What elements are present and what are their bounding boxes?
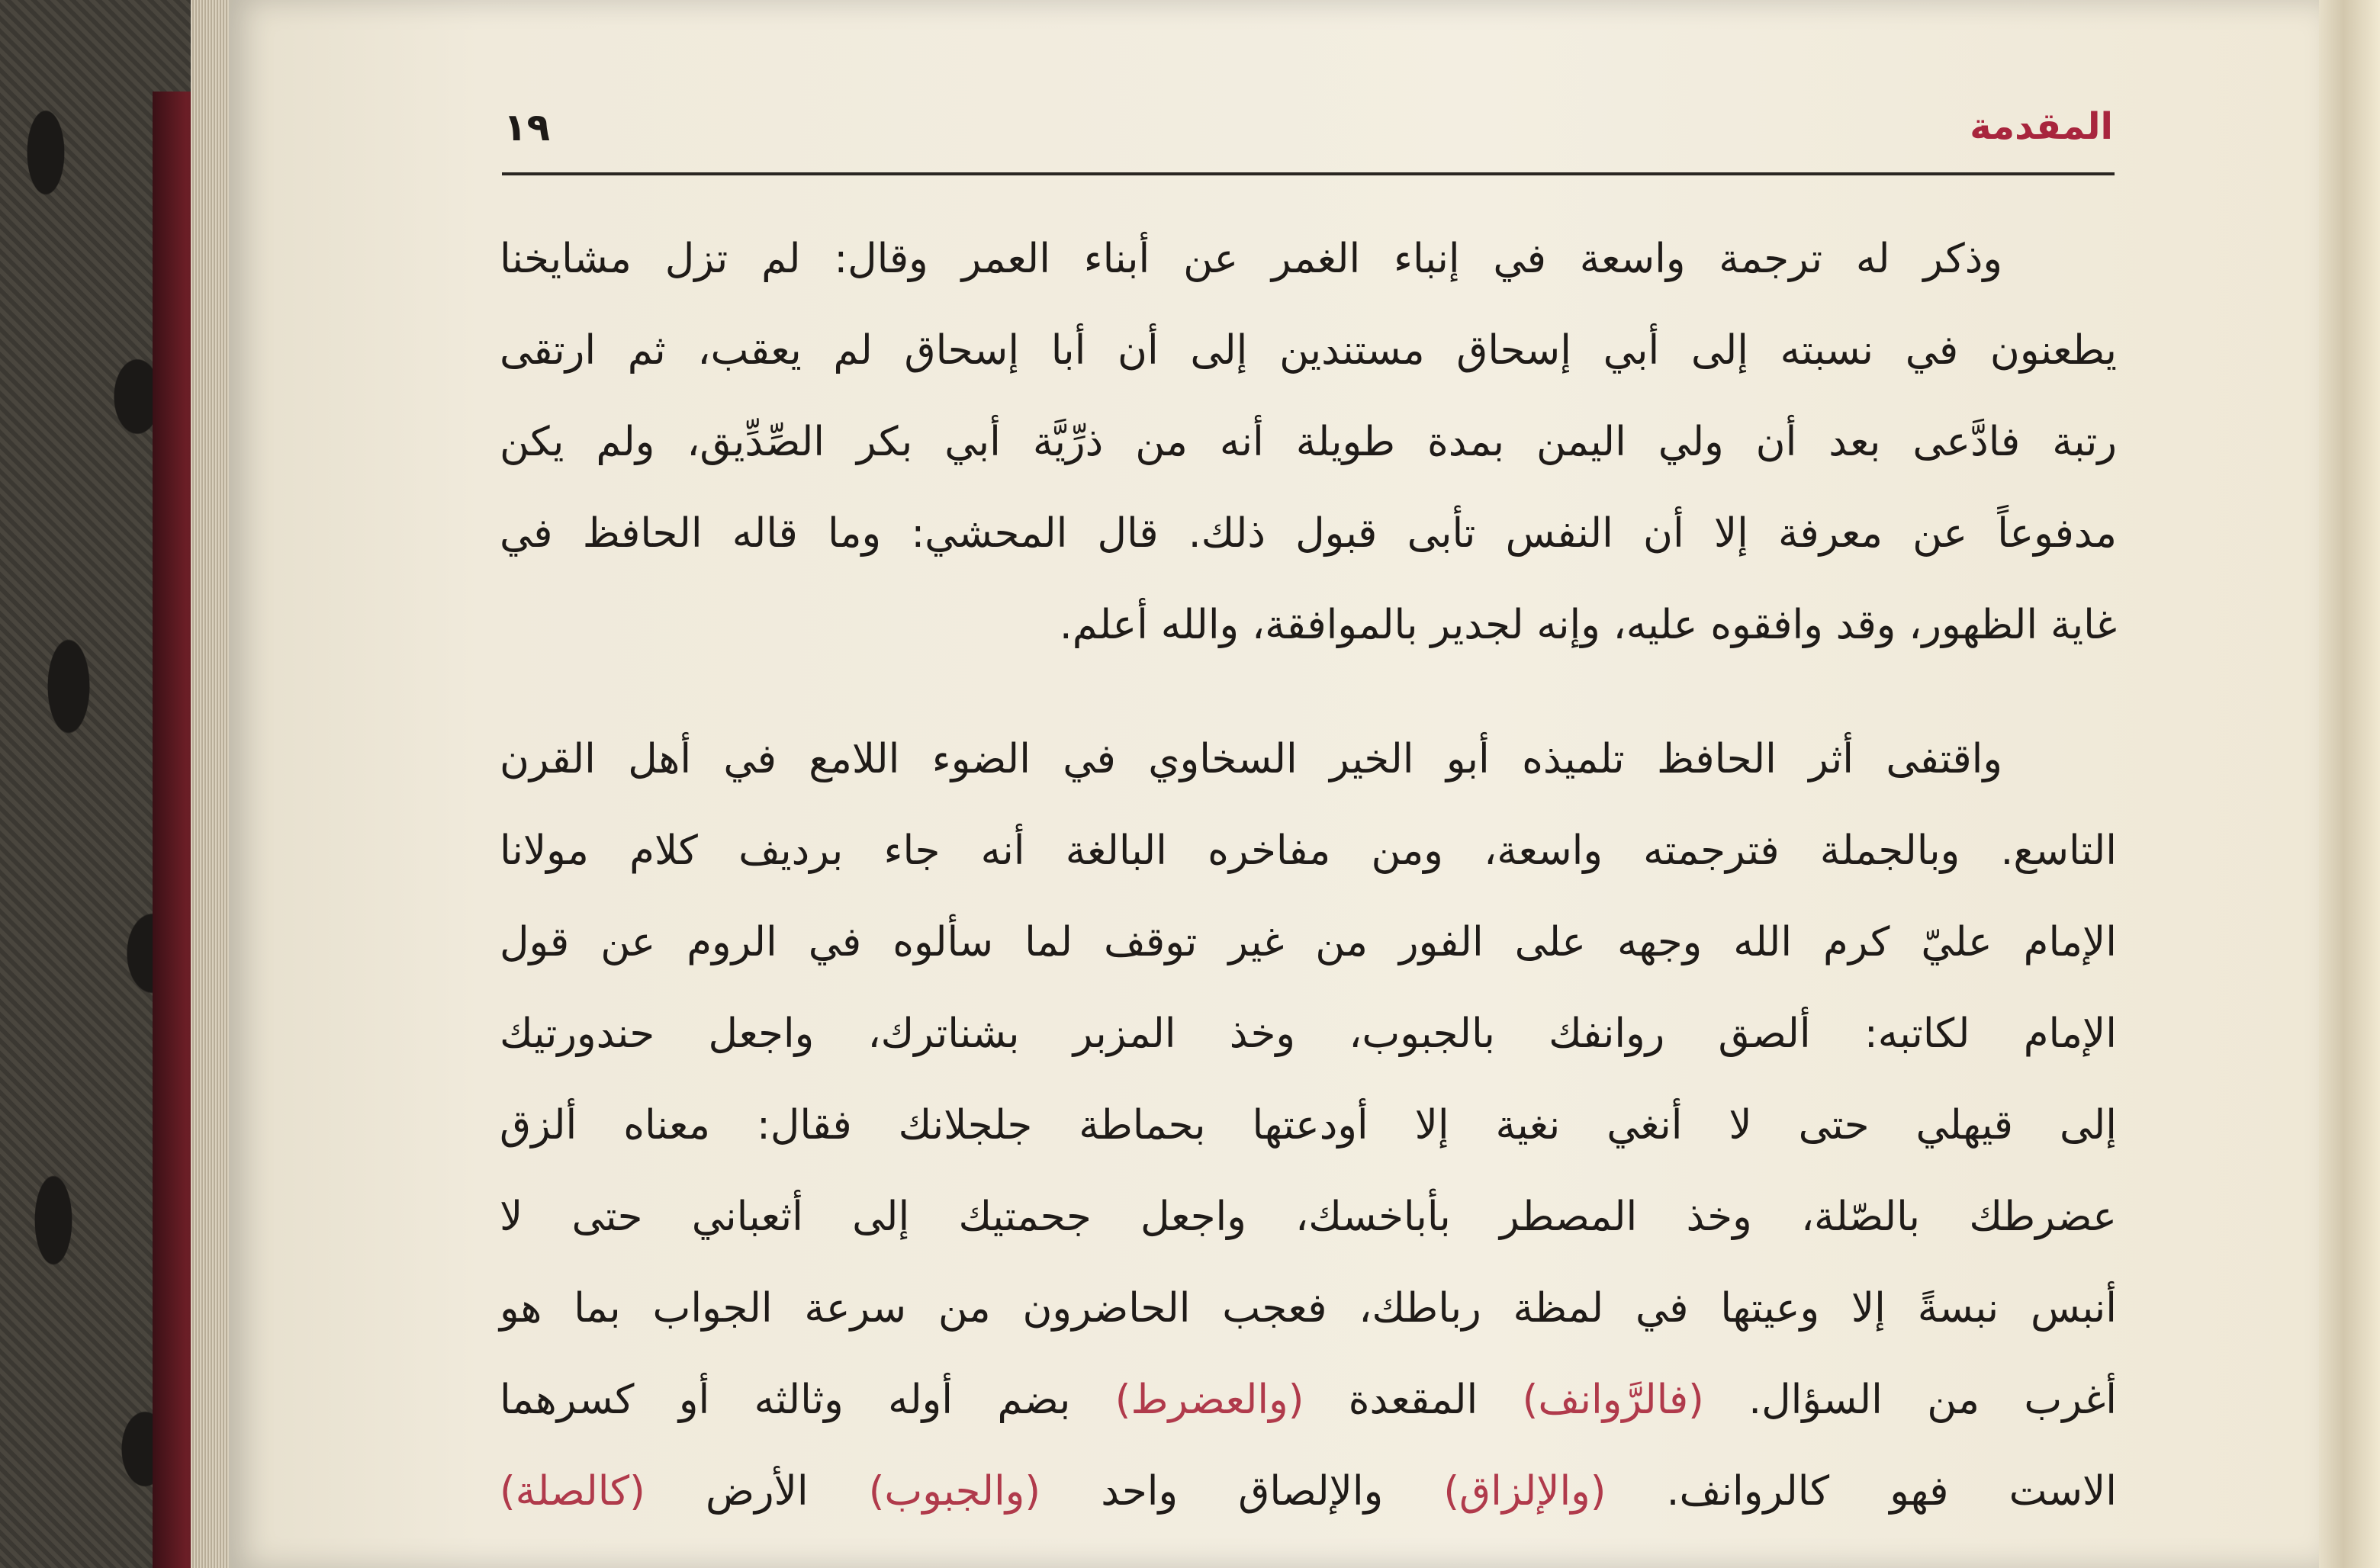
text-line: رتبة فادَّعى بعد أن ولي اليمن بمدة طويلة أنه من ذرِّيَّة أبي بكر الصِّدِّيق، ولم يكن [500,419,2117,465]
paragraph-2 [500,714,2117,1537]
text-line: عضرطك بالصّلة، وخذ المصطر بأباخسك، واجعل جحمتيك إلى أثعباني حتى لا [500,1194,2117,1240]
gloss-term: (والعضرط) [1114,1377,1304,1423]
text-run: الاست فهو كالروانف. [1606,1468,2117,1515]
text-line: أنبس نبسةً إلا وعيتها في لمظة رباطك، فعجب الحاضرون من سرعة الجواب بما هو [500,1285,2117,1332]
text-line: يطعنون في نسبته إلى أبي إسحاق مستندين إلى أن أبا إسحاق لم يعقب، ثم ارتقى [500,327,2117,374]
text-run: والإلصاق واحد [1040,1468,1444,1515]
text-run: الأرض [645,1468,869,1515]
text-line: التاسع. وبالجملة فترجمته واسعة، ومن مفاخره البالغة أنه جاء برديف كلام مولانا [500,827,2117,874]
page-right-edge [2319,0,2380,1568]
text-run: أغرب من السؤال. [1703,1377,2117,1423]
text-line-with-glosses [500,1354,2117,1446]
text-run: بضم أوله وثالثه أو كسرهما [500,1377,1115,1423]
text-run: المقعدة [1304,1377,1523,1423]
text-line-with-glosses [500,1446,2117,1537]
text-line: غاية الظهور، وقد وافقوه عليه، وإنه لجدير بالموافقة، والله أعلم. [1059,602,2117,648]
text-line: إلى قيهلي حتى لا أنغي نغية إلا أودعتها بحماطة جلجلانك فقال: معناه ألزق [500,1102,2117,1149]
gloss-term: (فالرَّوانف) [1522,1377,1704,1423]
page-number: ١٩ [503,105,551,149]
gloss-term: (والجبوب) [868,1468,1041,1515]
gloss-term: (والإلزاق) [1443,1468,1606,1515]
chapter-title: المقدمة [1970,105,2113,148]
text-line: مدفوعاً عن معرفة إلا أن النفس تأبى قبول ذلك. قال المحشي: وما قاله الحافظ في [500,510,2117,557]
gloss-term: (كالصلة) [500,1468,645,1515]
page-header [503,99,2113,168]
header-rule [502,172,2115,175]
text-line: واقتفى أثر الحافظ تلميذه أبو الخير السخاوي في الضوء اللامع في أهل القرن [500,736,2002,782]
text-line: وذكر له ترجمة واسعة في إنباء الغمر عن أبناء العمر وقال: لم تزل مشايخنا [500,236,2002,282]
text-line: الإمام لكاتبه: ألصق روانفك بالجبوب، وخذ المزبر بشناترك، واجعل حندورتيك [500,1011,2117,1057]
text-line: الإمام عليّ كرم الله وجهه على الفور من غير توقف لما سألوه في الروم عن قول [500,919,2117,966]
paragraph-1 [500,214,2117,671]
